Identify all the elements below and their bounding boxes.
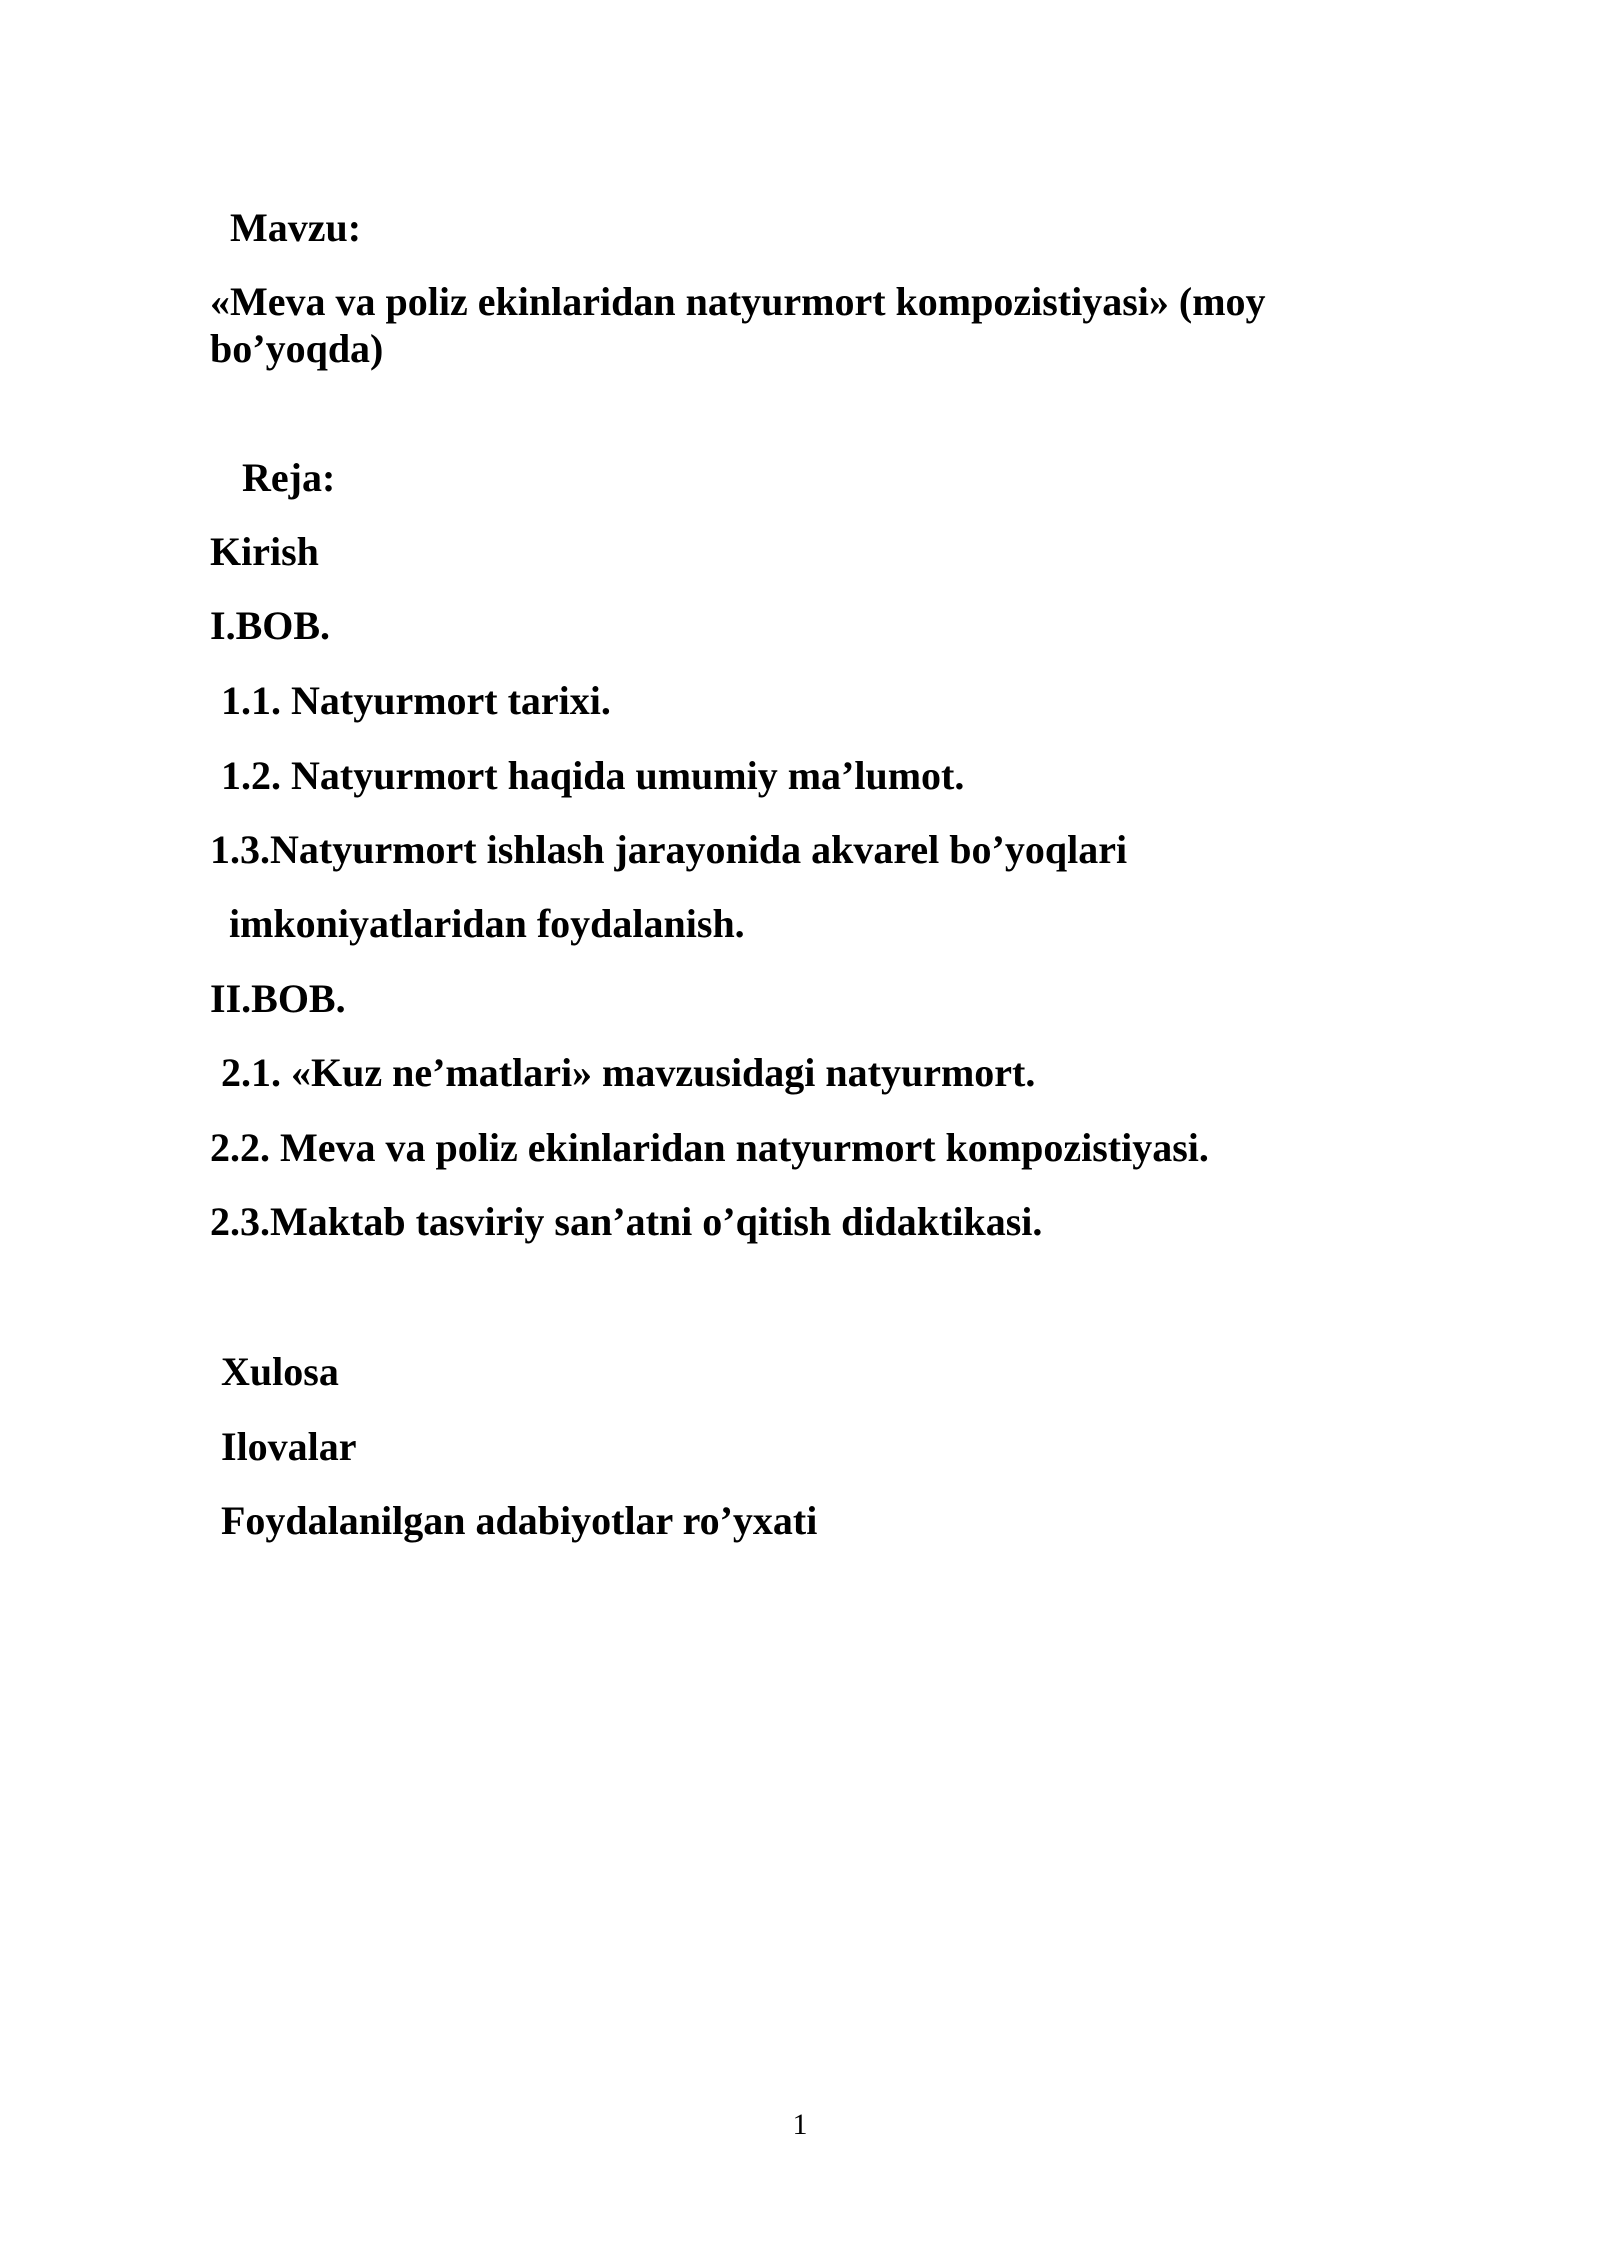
plan-item-1-3-continued: imkoniyatlaridan foydalanish. [229,901,745,946]
plan-item-chapter-1: I.BOB. [210,603,331,648]
topic-title: «Meva va poliz ekinlaridan natyurmort kompozistiyasi» (moy bo’yoqda) [210,279,1266,371]
plan-item-1-2: 1.2. Natyurmort haqida umumiy ma’lumot. [221,753,965,798]
topic-label: Mavzu: [230,205,362,250]
plan-item-1-1: 1.1. Natyurmort tarixi. [221,678,611,723]
plan-item-chapter-2: II.BOB. [210,976,346,1021]
plan-item-2-2: 2.2. Meva va poliz ekinlaridan natyurmort kompozistiyasi. [210,1125,1209,1170]
closing-item-conclusion: Xulosa [221,1349,339,1394]
closing-item-appendices: Ilovalar [221,1424,357,1469]
plan-label: Reja: [242,455,336,500]
plan-item-2-3: 2.3.Maktab tasviriy san’atni o’qitish didaktikasi. [210,1199,1043,1244]
page-number: 1 [792,2108,808,2141]
plan-item-2-1: 2.1. «Kuz ne’matlari» mavzusidagi natyurmort. [221,1050,1036,1095]
plan-item-introduction: Kirish [210,529,319,574]
closing-item-references: Foydalanilgan adabiyotlar ro’yxati [221,1498,818,1543]
plan-item-1-3: 1.3.Natyurmort ishlash jarayonida akvarel bo’yoqlari [210,827,1128,872]
